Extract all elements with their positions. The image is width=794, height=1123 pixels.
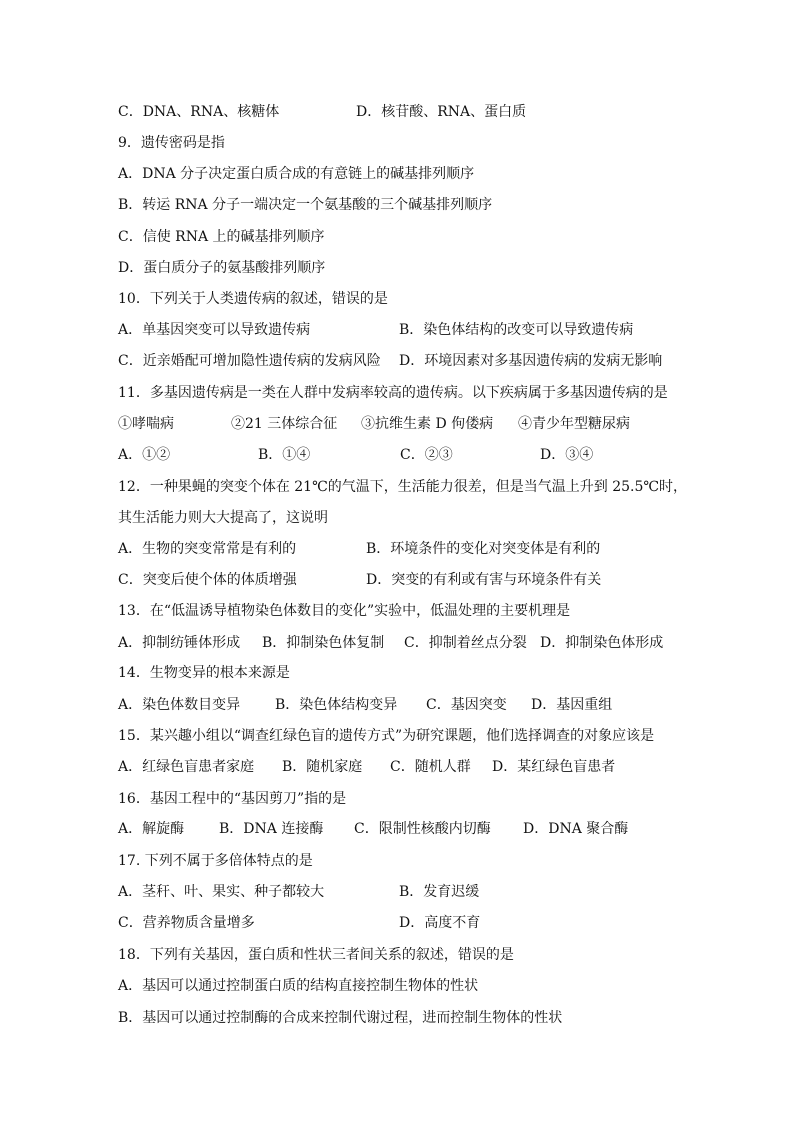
option-text: B．发育迟缓 (399, 884, 480, 900)
line-text: 16．基因工程中的“基因剪刀”指的是 (118, 791, 347, 807)
line-text: 12．一种果蝇的突变个体在 21℃的气温下，生活能力很差，但是当气温上升到 25.5℃时， (118, 479, 688, 495)
line-text: A．茎秆、叶、果实、种子都较大 (118, 884, 325, 900)
option-text: D．核苷酸、RNA、蛋白质 (356, 104, 527, 120)
line-text: C．突变后使个体的体质增强 (118, 572, 297, 588)
option-text: B．染色体结构变异 (275, 697, 398, 713)
option-text: ④青少年型糖尿病 (518, 416, 630, 432)
option-text: C．基因突变 (426, 697, 507, 713)
line-text: 14．生物变异的根本来源是 (118, 665, 290, 681)
line-text: 17. 下列不属于多倍体特点的是 (118, 853, 313, 869)
line-text: C．DNA、RNA、核糖体 (118, 104, 280, 120)
option-text: D．突变的有利或有害与环境条件有关 (366, 572, 602, 588)
option-text: D．某红绿色盲患者 (492, 759, 616, 775)
line-text: B．转运 RNA 分子一端决定一个氨基酸的三个碱基排列顺序 (118, 197, 493, 213)
line-text: C．信使 RNA 上的碱基排列顺序 (118, 229, 325, 245)
line-text: A．抑制纺锤体形成 (118, 635, 241, 651)
line-text: C．营养物质含量增多 (118, 915, 255, 931)
option-text: B．染色体结构的改变可以导致遗传病 (399, 322, 634, 338)
option-text: C．抑制着丝点分裂 (404, 635, 527, 651)
option-text: D．DNA 聚合酶 (523, 821, 629, 837)
option-text: D．③④ (540, 447, 594, 463)
line-text: A．基因可以通过控制蛋白质的结构直接控制生物体的性状 (118, 978, 479, 994)
line-text: ①哮喘病 (118, 416, 174, 432)
option-text: C．随机人群 (390, 759, 471, 775)
line-text: A．单基因突变可以导致遗传病 (118, 322, 311, 338)
line-text: B．基因可以通过控制酶的合成来控制代谢过程，进而控制生物体的性状 (118, 1010, 563, 1026)
line-text: A．染色体数目变异 (118, 697, 241, 713)
line-text: C．近亲婚配可增加隐性遗传病的发病风险 (118, 353, 381, 369)
option-text: ③抗维生素 D 佝偻病 (361, 416, 494, 432)
option-text: B．随机家庭 (282, 759, 363, 775)
line-text: D．蛋白质分子的氨基酸排列顺序 (118, 260, 326, 276)
option-text: B．环境条件的变化对突变体是有利的 (366, 541, 601, 557)
line-text: 15．某兴趣小组以“调查红绿色盲的遗传方式”为研究课题，他们选择调查的对象应该是 (118, 728, 655, 744)
option-text: B．DNA 连接酶 (219, 821, 324, 837)
option-text: C．限制性核酸内切酶 (354, 821, 491, 837)
option-text: B．抑制染色体复制 (262, 635, 385, 651)
option-text: D．基因重组 (531, 697, 613, 713)
line-text: 其生活能力则大大提高了，这说明 (118, 510, 328, 526)
option-text: D．抑制染色体形成 (540, 635, 664, 651)
option-text: D．环境因素对多基因遗传病的发病无影响 (399, 353, 663, 369)
line-text: 11．多基因遗传病是一类在人群中发病率较高的遗传病。以下疾病属于多基因遗传病的是 (118, 385, 668, 401)
option-text: C．②③ (400, 447, 453, 463)
line-text: A．解旋酶 (118, 821, 185, 837)
line-text: A．①② (118, 447, 171, 463)
line-text: A．红绿色盲患者家庭 (118, 759, 255, 775)
option-text: D．高度不育 (399, 915, 481, 931)
line-text: A．DNA 分子决定蛋白质合成的有意链上的碱基排列顺序 (118, 166, 475, 182)
line-text: 13．在“低温诱导植物染色体数目的变化”实验中，低温处理的主要机理是 (118, 603, 571, 619)
line-text: 9．遗传密码是指 (118, 135, 225, 151)
line-text: 18．下列有关基因，蛋白质和性状三者间关系的叙述，错误的是 (118, 947, 514, 963)
option-text: B．①④ (258, 447, 311, 463)
option-text: ②21 三体综合征 (231, 416, 338, 432)
line-text: A．生物的突变常常是有利的 (118, 541, 297, 557)
line-text: 10．下列关于人类遗传病的叙述，错误的是 (118, 291, 388, 307)
